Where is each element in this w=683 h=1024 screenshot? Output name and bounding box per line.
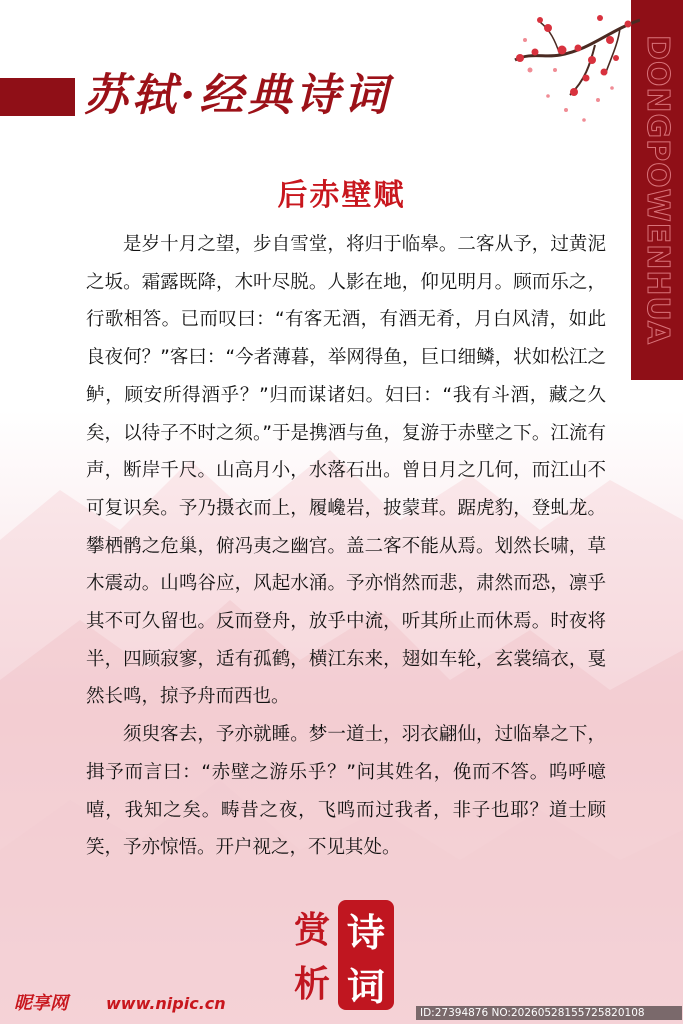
watermark-logo: 昵享网 (14, 993, 68, 1014)
seal-char-1: 赏 (293, 909, 331, 951)
poem-title: 后赤壁赋 (277, 178, 406, 213)
seal-char-3: 析 (293, 963, 331, 1005)
poem-paragraph: 是岁十月之望，步自雪堂，将归于临皋。二客从予，过黄泥之坂。霜露既降，木叶尽脱。人影在地，仰见明月。顾而乐之，行歌相答。已而叹曰：“有客无酒，有酒无肴，月白风清，如此良夜何？”客曰：“今者薄暮，举网得鱼，巨口细鳞，状如松江之鲈，顾安所得酒乎？”归而谋诸妇。妇曰：“我有斗酒，藏之久矣，以待子不时之须。”于是携酒与鱼，复游于赤壁之下。江流有声，断岸千尺。山高月小，水落石出。曾日月之几何，而江山不可复识矣。予乃摄衣而上，履巉岩，披蒙茸。踞虎豹，登虬龙。攀栖鹘之危巢，俯冯夷之幽宫。盖二客不能从焉。划然长啸，草木震动。山鸣谷应，风起水涌。予亦悄然而悲，肃然而恐，凛乎其不可久留也。反而登舟，放乎中流，听其所止而休焉。时夜将半，四顾寂寥，适有孤鹤，横江东来，翅如车轮，玄裳缟衣，戛然长鸣，掠予舟而西也。 (86, 234, 606, 708)
header-accent-bar (0, 78, 75, 116)
seal-char-2: 诗 (346, 910, 386, 955)
vertical-pinyin-text: DONGPOWENHUA (640, 34, 675, 346)
image-id-strip: ID:27394876 NO:20260528155725820108 (416, 1006, 682, 1020)
watermark-url: www.nipic.cn (106, 994, 226, 1013)
poem-paragraph: 须臾客去，予亦就睡。梦一道士，羽衣翩仙，过临皋之下，揖予而言曰：“赤壁之游乐乎？”问其姓名，俛而不答。呜呼噫嘻，我知之矣。畴昔之夜，飞鸣而过我者，非子也耶？道士顾笑，予亦惊悟。开户视之，不见其处。 (86, 724, 606, 859)
seal-char-4: 词 (346, 964, 386, 1009)
plum-blossom-branch-icon (500, 0, 640, 140)
seal-stamp-icon (286, 896, 398, 1014)
poem-body (86, 226, 606, 867)
header-title: 苏轼·经典诗词 (84, 70, 392, 121)
